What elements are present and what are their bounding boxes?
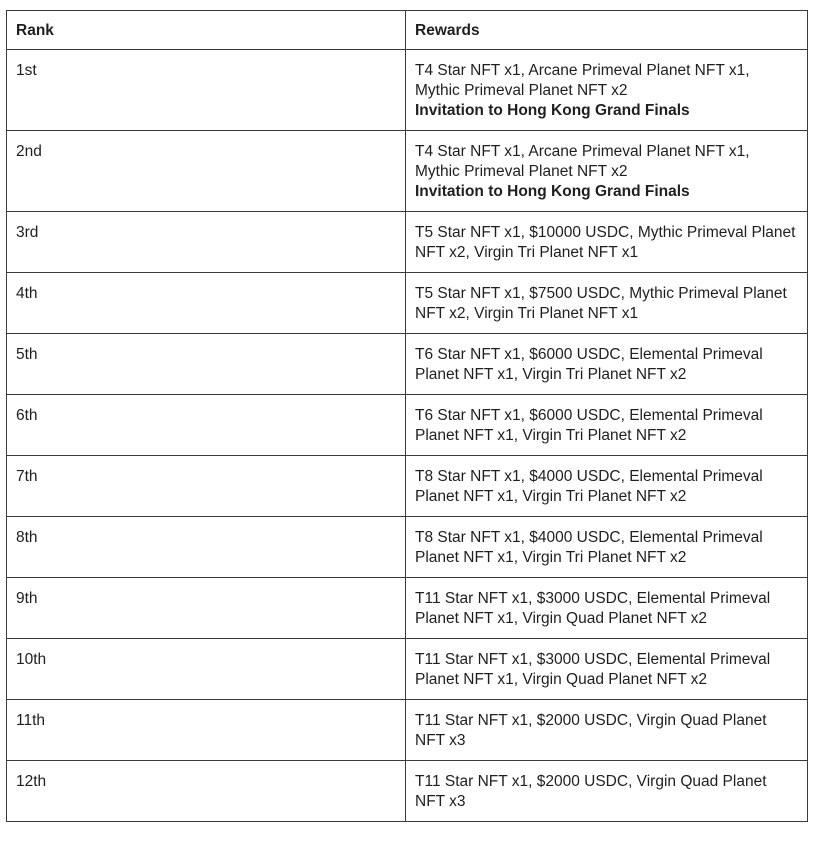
reward-text: T11 Star NFT x1, $3000 USDC, Elemental Primeval Planet NFT x1, Virgin Quad Planet NFT x2 — [415, 651, 771, 688]
finals-invitation-text: Invitation to Hong Kong Grand Finals — [415, 102, 690, 119]
reward-text: T4 Star NFT x1, Arcane Primeval Planet NFT x1, Mythic Primeval Planet NFT x2 — [415, 62, 750, 99]
table-row — [7, 639, 808, 700]
rank-cell: 2nd — [7, 131, 406, 212]
finals-invitation-text: Invitation to Hong Kong Grand Finals — [415, 183, 690, 200]
reward-cell — [406, 212, 808, 273]
reward-cell — [406, 517, 808, 578]
rank-cell: 12th — [7, 761, 406, 822]
table-row — [7, 578, 808, 639]
reward-cell — [406, 273, 808, 334]
reward-cell — [406, 639, 808, 700]
rank-cell: 8th — [7, 517, 406, 578]
rank-cell: 9th — [7, 578, 406, 639]
reward-text: T11 Star NFT x1, $3000 USDC, Elemental Primeval Planet NFT x1, Virgin Quad Planet NFT x2 — [415, 590, 771, 627]
reward-text: T6 Star NFT x1, $6000 USDC, Elemental Primeval Planet NFT x1, Virgin Tri Planet NFT x2 — [415, 346, 763, 383]
rank-cell: 5th — [7, 334, 406, 395]
reward-text: T5 Star NFT x1, $7500 USDC, Mythic Primeval Planet NFT x2, Virgin Tri Planet NFT x1 — [415, 285, 787, 322]
rank-header: Rank — [7, 11, 406, 50]
reward-cell — [406, 50, 808, 131]
table-row — [7, 212, 808, 273]
reward-text: T6 Star NFT x1, $6000 USDC, Elemental Primeval Planet NFT x1, Virgin Tri Planet NFT x2 — [415, 407, 763, 444]
table-row — [7, 273, 808, 334]
reward-text: T11 Star NFT x1, $2000 USDC, Virgin Quad Planet NFT x3 — [415, 712, 767, 749]
table-row — [7, 50, 808, 131]
table-row — [7, 700, 808, 761]
rank-cell: 3rd — [7, 212, 406, 273]
rank-cell: 11th — [7, 700, 406, 761]
rewards-table — [6, 10, 808, 822]
table-row — [7, 761, 808, 822]
reward-text: T8 Star NFT x1, $4000 USDC, Elemental Primeval Planet NFT x1, Virgin Tri Planet NFT x2 — [415, 468, 763, 505]
reward-text: T4 Star NFT x1, Arcane Primeval Planet NFT x1, Mythic Primeval Planet NFT x2 — [415, 143, 750, 180]
table-header-row — [7, 11, 808, 50]
rank-cell: 10th — [7, 639, 406, 700]
reward-text: T11 Star NFT x1, $2000 USDC, Virgin Quad Planet NFT x3 — [415, 773, 767, 810]
reward-text: T5 Star NFT x1, $10000 USDC, Mythic Primeval Planet NFT x2, Virgin Tri Planet NFT x1 — [415, 224, 796, 261]
rank-cell: 4th — [7, 273, 406, 334]
rewards-header: Rewards — [406, 11, 808, 50]
reward-cell — [406, 761, 808, 822]
reward-cell — [406, 456, 808, 517]
table-row — [7, 131, 808, 212]
reward-cell — [406, 578, 808, 639]
reward-cell — [406, 395, 808, 456]
rewards-table-container — [6, 10, 807, 822]
table-row — [7, 395, 808, 456]
table-row — [7, 334, 808, 395]
table-row — [7, 456, 808, 517]
rank-cell: 7th — [7, 456, 406, 517]
reward-text: T8 Star NFT x1, $4000 USDC, Elemental Primeval Planet NFT x1, Virgin Tri Planet NFT x2 — [415, 529, 763, 566]
reward-cell — [406, 334, 808, 395]
rank-cell: 1st — [7, 50, 406, 131]
reward-cell — [406, 700, 808, 761]
table-body — [7, 50, 808, 822]
table-row — [7, 517, 808, 578]
rank-cell: 6th — [7, 395, 406, 456]
reward-cell — [406, 131, 808, 212]
